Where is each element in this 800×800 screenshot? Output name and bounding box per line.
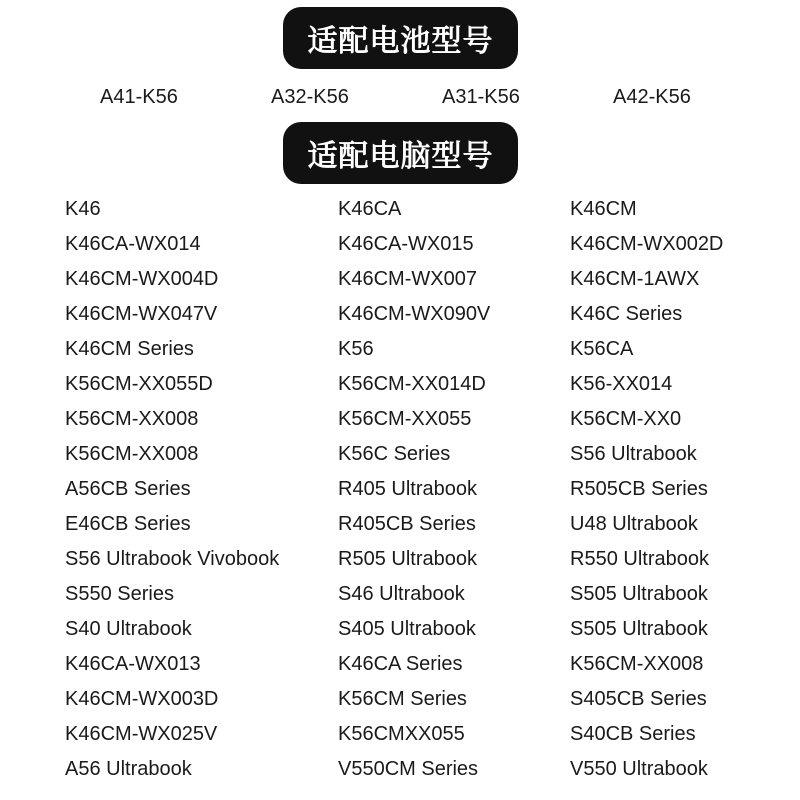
computer-model-cell: K46CM-WX047V — [65, 303, 218, 325]
computer-model-cell: K46C Series — [570, 303, 683, 325]
computer-model-cell: S46 Ultrabook — [338, 583, 465, 605]
computer-model-cell: K46 — [65, 198, 101, 220]
battery-model-list — [0, 82, 800, 112]
computer-model-cell: K46CM-WX090V — [338, 303, 491, 325]
computer-model-cell: K46CM-WX002D — [570, 233, 724, 255]
battery-model: A31-K56 — [442, 86, 520, 108]
computer-models-heading-text: 适配电脑型号 — [307, 139, 494, 174]
computer-model-cell: K56CM-XX008 — [65, 443, 199, 465]
computer-model-cell: K56CM Series — [338, 688, 467, 710]
computer-model-cell: K46CA-WX013 — [65, 653, 201, 675]
computer-model-cell: K56CM-XX014D — [338, 373, 486, 395]
computer-model-cell: K46CA-WX015 — [338, 233, 474, 255]
computer-model-cell: K46CA — [338, 198, 402, 220]
battery-model: A32-K56 — [271, 86, 349, 108]
computer-model-cell: K46CM Series — [65, 338, 194, 360]
computer-model-cell: S505 Ultrabook — [570, 583, 708, 605]
computer-model-cell: K46CA-WX014 — [65, 233, 201, 255]
computer-model-cell: K56CA — [570, 338, 634, 360]
computer-model-cell: K46CM-WX007 — [338, 268, 477, 290]
computer-model-cell: R405 Ultrabook — [338, 478, 477, 500]
computer-model-cell: U48 Ultrabook — [570, 513, 698, 535]
computer-model-cell: S505 Ultrabook — [570, 618, 708, 640]
computer-model-cell: K56CM-XX008 — [65, 408, 199, 430]
computer-model-cell: K56CM-XX055D — [65, 373, 213, 395]
computer-model-cell: K56C Series — [338, 443, 451, 465]
computer-model-cell: S405 Ultrabook — [338, 618, 476, 640]
computer-model-cell: K56-XX014 — [570, 373, 673, 395]
computer-model-cell: K56CM-XX008 — [570, 653, 704, 675]
computer-model-cell: S405CB Series — [570, 688, 707, 710]
computer-model-cell: K56 — [338, 338, 374, 360]
computer-model-cell: K46CA Series — [338, 653, 463, 675]
computer-model-cell: K56CM-XX055 — [338, 408, 472, 430]
computer-model-cell: K46CM-1AWX — [570, 268, 700, 290]
computer-model-cell: K56CM-XX0 — [570, 408, 682, 430]
battery-models-heading-text: 适配电池型号 — [307, 24, 494, 59]
computer-model-cell: S56 Ultrabook Vivobook — [65, 548, 280, 570]
computer-model-cell: R505 Ultrabook — [338, 548, 477, 570]
battery-models-heading — [283, 7, 518, 69]
computer-model-cell: V550 Ultrabook — [570, 758, 708, 780]
computer-model-cell: K46CM-WX025V — [65, 723, 218, 745]
computer-model-cell: E46CB Series — [65, 513, 191, 535]
computer-model-cell: R505CB Series — [570, 478, 708, 500]
computer-model-cell: S550 Series — [65, 583, 174, 605]
computer-model-cell: S40 Ultrabook — [65, 618, 192, 640]
computer-model-cell: K46CM — [570, 198, 637, 220]
computer-model-cell: A56 Ultrabook — [65, 758, 192, 780]
battery-model: A42-K56 — [613, 86, 691, 108]
computer-model-cell: R405CB Series — [338, 513, 476, 535]
computer-model-cell: K46CM-WX003D — [65, 688, 219, 710]
computer-model-cell: R550 Ultrabook — [570, 548, 709, 570]
computer-models-heading — [283, 122, 518, 184]
computer-model-cell: S56 Ultrabook — [570, 443, 697, 465]
computer-model-cell: K46CM-WX004D — [65, 268, 219, 290]
computer-model-cell: V550CM Series — [338, 758, 479, 780]
computer-model-cell: S40CB Series — [570, 723, 696, 745]
computer-model-cell: A56CB Series — [65, 478, 191, 500]
computer-model-cell: K56CMXX055 — [338, 723, 465, 745]
battery-model: A41-K56 — [100, 86, 178, 108]
